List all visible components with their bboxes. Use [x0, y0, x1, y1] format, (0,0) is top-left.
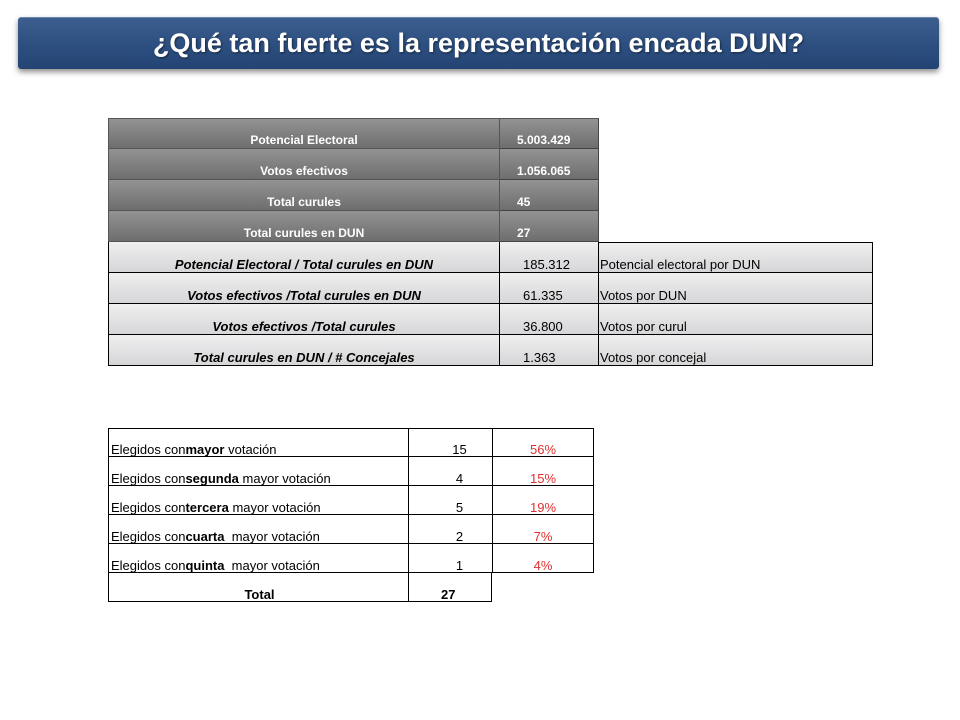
label-suffix: mayor votación — [224, 558, 320, 573]
row-label — [108, 544, 408, 573]
row-count: 2 — [408, 515, 492, 544]
row-value: 27 — [500, 211, 599, 242]
row-value: 5.003.429 — [500, 118, 599, 149]
row-value: 185.312 — [500, 242, 599, 273]
row-percent: 15% — [492, 457, 594, 486]
label-suffix: mayor votación — [228, 500, 321, 515]
label-emphasis: quinta — [185, 558, 225, 573]
row-value: 1.056.065 — [500, 149, 599, 180]
row-label: Total curules — [108, 180, 500, 211]
label-suffix: mayor votación — [238, 471, 331, 486]
label-emphasis: tercera — [185, 500, 229, 515]
label-prefix: Elegidos con — [111, 558, 186, 573]
total-label: Total — [108, 573, 408, 602]
row-label — [108, 486, 408, 515]
row-value: 36.800 — [500, 304, 599, 335]
label-emphasis: cuarta — [185, 529, 225, 544]
label-emphasis: mayor — [185, 442, 225, 457]
row-label: Total curules en DUN — [108, 211, 500, 242]
row-percent: 19% — [492, 486, 594, 515]
row-count: 1 — [408, 544, 492, 573]
row-note: Potencial electoral por DUN — [599, 242, 873, 273]
row-label: Potencial Electoral — [108, 118, 500, 149]
row-label — [108, 457, 408, 486]
page-title: ¿Qué tan fuerte es la representación encada DUN? — [152, 27, 805, 58]
row-label: Total curules en DUN / # Concejales — [108, 335, 500, 366]
row-percent: 56% — [492, 428, 594, 457]
row-label: Votos efectivos /Total curules en DUN — [108, 273, 500, 304]
row-percent: 4% — [492, 544, 594, 573]
label-suffix: mayor votación — [224, 529, 320, 544]
row-note: Votos por curul — [599, 304, 873, 335]
row-count: 15 — [408, 428, 492, 457]
row-value: 61.335 — [500, 273, 599, 304]
row-count: 5 — [408, 486, 492, 515]
row-value: 1.363 — [500, 335, 599, 366]
row-label — [108, 428, 408, 457]
row-note: Votos por concejal — [599, 335, 873, 366]
row-value: 45 — [500, 180, 599, 211]
label-prefix: Elegidos con — [111, 500, 186, 515]
label-prefix: Elegidos con — [111, 529, 186, 544]
label-suffix: votación — [224, 442, 277, 457]
row-label: Votos efectivos — [108, 149, 500, 180]
label-emphasis: segunda — [185, 471, 239, 486]
row-count: 4 — [408, 457, 492, 486]
row-label: Potencial Electoral / Total curules en DUN — [108, 242, 500, 273]
title-banner — [18, 17, 939, 69]
row-label: Votos efectivos /Total curules — [108, 304, 500, 335]
row-label — [108, 515, 408, 544]
label-prefix: Elegidos con — [111, 471, 186, 486]
total-value: 27 — [408, 573, 492, 602]
label-prefix: Elegidos con — [111, 442, 186, 457]
row-note: Votos por DUN — [599, 273, 873, 304]
row-percent: 7% — [492, 515, 594, 544]
